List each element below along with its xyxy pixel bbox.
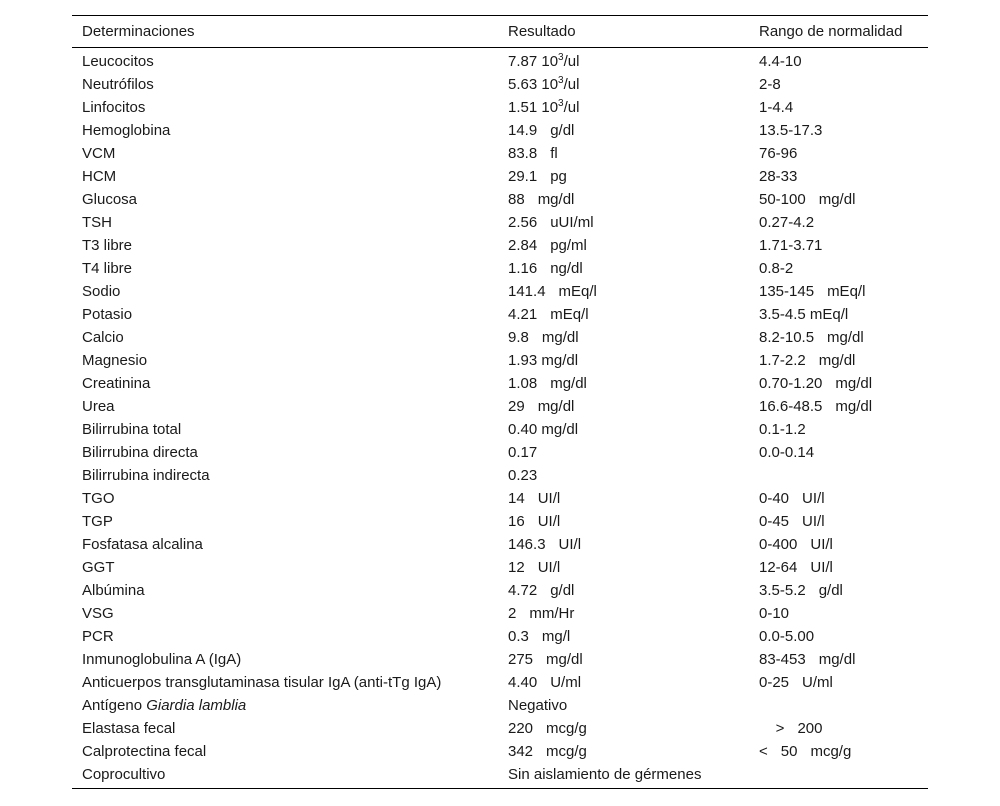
- table-row: [72, 165, 928, 188]
- resultado-value: 2: [508, 605, 517, 622]
- determinacion-cell: [72, 349, 498, 372]
- rango-cell: [749, 533, 928, 556]
- rango-unit: mEq/l: [827, 283, 866, 300]
- rango-cell: [749, 48, 928, 74]
- resultado-unit: g/dl: [550, 122, 575, 139]
- table-body: [72, 48, 928, 789]
- rango-value: 0-400: [759, 536, 798, 553]
- resultado-value: 1.16: [508, 260, 538, 277]
- rango-cell: [749, 763, 928, 789]
- rango-cell: [749, 142, 928, 165]
- rango-cell: [749, 119, 928, 142]
- rango-value: 0.27-4.2: [759, 214, 815, 231]
- table-row: [72, 349, 928, 372]
- resultado-value: 146.3: [508, 536, 546, 553]
- rango-cell: [749, 349, 928, 372]
- rango-value: 1-4.4: [759, 99, 794, 116]
- determinacion-cell: [72, 326, 498, 349]
- determinacion-name: TSH: [82, 214, 112, 231]
- determinacion-name: Fosfatasa alcalina: [82, 536, 203, 553]
- table-row: [72, 48, 928, 74]
- determinacion-name: HCM: [82, 168, 117, 185]
- determinacion-cell: [72, 234, 498, 257]
- resultado-value: 9.8: [508, 329, 529, 346]
- rango-value: 28-33: [759, 168, 798, 185]
- rango-cell: [749, 326, 928, 349]
- rango-cell: [749, 602, 928, 625]
- rango-unit: mg/dl: [827, 329, 864, 346]
- resultado-unit: UI/l: [537, 513, 561, 530]
- determinacion-name: TGO: [82, 490, 115, 507]
- resultado-unit: mEq/l: [550, 306, 589, 323]
- resultado-value: 88: [508, 191, 525, 208]
- determinacion-name: Inmunoglobulina A (IgA): [82, 651, 242, 668]
- resultado-cell: [498, 602, 749, 625]
- rango-prefix: <: [759, 743, 768, 760]
- rango-unit: mg/dl: [835, 375, 873, 392]
- rango-value: 0.1-1.2: [759, 421, 806, 438]
- table-row: [72, 464, 928, 487]
- determinacion-cell: [72, 188, 498, 211]
- resultado-unit: ng/dl: [550, 260, 583, 277]
- resultado-value: 141.4: [508, 283, 546, 300]
- determinacion-cell: [72, 694, 498, 717]
- rango-cell: [749, 188, 928, 211]
- rango-unit: mg/dl: [818, 651, 856, 668]
- determinacion-cell: [72, 142, 498, 165]
- resultado-unit: uUI/ml: [550, 214, 594, 231]
- resultado-unit: mg/dl: [550, 375, 587, 392]
- rango-cell: [749, 717, 928, 740]
- resultado-unit: mg/l: [541, 628, 571, 645]
- resultado-cell: [498, 211, 749, 234]
- resultado-unit: g/dl: [550, 582, 575, 599]
- resultado-cell: [498, 326, 749, 349]
- rango-cell: [749, 441, 928, 464]
- resultado-unit: UI/l: [537, 559, 561, 576]
- resultado-cell: [498, 418, 749, 441]
- rango-unit: mg/dl: [818, 191, 856, 208]
- resultado-cell: [498, 257, 749, 280]
- table-row: [72, 510, 928, 533]
- determinacion-name: Urea: [82, 398, 115, 415]
- rango-value: 50: [780, 743, 798, 760]
- resultado-value: 14: [508, 490, 525, 507]
- determinacion-name: VCM: [82, 145, 116, 162]
- rango-value: 1.7-2.2: [759, 352, 806, 369]
- determinacion-cell: [72, 763, 498, 789]
- table-row: [72, 441, 928, 464]
- determinacion-cell: [72, 717, 498, 740]
- determinacion-name-italic: Giardia lamblia: [146, 697, 247, 714]
- resultado-value: 0.3: [508, 628, 529, 645]
- table-header: [72, 16, 928, 48]
- resultado-cell: [498, 740, 749, 763]
- determinacion-cell: [72, 372, 498, 395]
- rango-value: 0.8-2: [759, 260, 794, 277]
- determinacion-name: Calprotectina fecal: [82, 743, 207, 760]
- resultado-unit: mcg/g: [546, 720, 587, 737]
- determinacion-name: Calcio: [82, 329, 124, 346]
- resultado-cell: [498, 303, 749, 326]
- resultado-exponent: 3: [558, 75, 564, 86]
- determinacion-cell: [72, 96, 498, 119]
- rango-value: 0.70-1.20: [759, 375, 823, 392]
- determinacion-cell: [72, 303, 498, 326]
- resultado-value: 83.8: [508, 145, 538, 162]
- rango-cell: [749, 165, 928, 188]
- determinacion-cell: [72, 257, 498, 280]
- resultado-value: Negativo: [508, 697, 568, 714]
- determinacion-cell: [72, 602, 498, 625]
- rango-unit: g/dl: [818, 582, 843, 599]
- determinacion-name: Linfocitos: [82, 99, 146, 116]
- table-row: [72, 234, 928, 257]
- determinacion-cell: [72, 211, 498, 234]
- rango-cell: [749, 671, 928, 694]
- resultado-unit: UI/l: [558, 536, 582, 553]
- table-row: [72, 579, 928, 602]
- rango-value: 135-145: [759, 283, 815, 300]
- rango-unit: UI/l: [802, 513, 825, 530]
- rango-value: 50-100: [759, 191, 806, 208]
- rango-value: 1.71-3.71: [759, 237, 823, 254]
- resultado-cell: [498, 464, 749, 487]
- resultado-cell: [498, 694, 749, 717]
- resultado-value: 2.84: [508, 237, 538, 254]
- rango-value: 0-25: [759, 674, 790, 691]
- rango-cell: [749, 257, 928, 280]
- rango-cell: [749, 579, 928, 602]
- rango-value: 13.5-17.3: [759, 122, 823, 139]
- resultado-cell: [498, 648, 749, 671]
- resultado-value: 29: [508, 398, 525, 415]
- rango-value: 8.2-10.5: [759, 329, 815, 346]
- rango-cell: [749, 395, 928, 418]
- determinacion-name: Leucocitos: [82, 53, 154, 70]
- determinacion-cell: [72, 418, 498, 441]
- table-row: [72, 303, 928, 326]
- resultado-exponent: 3: [558, 98, 564, 109]
- determinacion-name: Potasio: [82, 306, 133, 323]
- determinacion-cell: [72, 48, 498, 74]
- resultado-cell: [498, 763, 749, 789]
- resultado-unit: mg/dl: [541, 329, 579, 346]
- resultado-cell: [498, 119, 749, 142]
- rango-unit: mg/dl: [818, 352, 856, 369]
- table-row: [72, 96, 928, 119]
- determinacion-name: Anticuerpos transglutaminasa tisular IgA (anti-tTg IgA): [82, 674, 442, 691]
- resultado-cell: [498, 280, 749, 303]
- table-row: [72, 372, 928, 395]
- rango-value: 76-96: [759, 145, 798, 162]
- resultado-cell: [498, 234, 749, 257]
- table-row: [72, 625, 928, 648]
- resultado-value: 220: [508, 720, 534, 737]
- resultado-value: 29.1: [508, 168, 538, 185]
- resultado-value: 1.08: [508, 375, 538, 392]
- determinacion-cell: [72, 625, 498, 648]
- rango-cell: [749, 303, 928, 326]
- rango-value: 0-10: [759, 605, 790, 622]
- table-row: [72, 533, 928, 556]
- determinacion-cell: [72, 740, 498, 763]
- table-row: [72, 556, 928, 579]
- resultado-cell: [498, 165, 749, 188]
- resultado-value: 0.40 mg/dl: [508, 421, 579, 438]
- resultado-unit: pg/ml: [550, 237, 587, 254]
- determinacion-name: GGT: [82, 559, 115, 576]
- resultado-unit: mcg/g: [546, 743, 587, 760]
- rango-unit: mg/dl: [835, 398, 873, 415]
- rango-cell: [749, 73, 928, 96]
- resultado-value: Sin aislamiento de gérmenes: [508, 766, 702, 783]
- rango-value: 0-40: [759, 490, 790, 507]
- determinacion-name: Elastasa fecal: [82, 720, 176, 737]
- determinacion-name: Neutrófilos: [82, 76, 154, 93]
- table-row: [72, 280, 928, 303]
- resultado-value: 0.23: [508, 467, 538, 484]
- rango-value: 4.4-10: [759, 53, 802, 70]
- resultado-value: 16: [508, 513, 525, 530]
- resultado-cell: [498, 441, 749, 464]
- table-row: [72, 602, 928, 625]
- resultado-cell: [498, 395, 749, 418]
- rango-cell: [749, 96, 928, 119]
- rango-cell: [749, 234, 928, 257]
- rango-unit: UI/l: [802, 490, 825, 507]
- table-row: [72, 257, 928, 280]
- table-row: [72, 694, 928, 717]
- determinacion-cell: [72, 671, 498, 694]
- resultado-value: 2.56: [508, 214, 538, 231]
- determinacion-cell: [72, 579, 498, 602]
- table-row: [72, 119, 928, 142]
- rango-cell: [749, 694, 928, 717]
- determinacion-name: Glucosa: [82, 191, 138, 208]
- header-resultado: Resultado: [508, 23, 576, 40]
- rango-value: 0-45: [759, 513, 790, 530]
- resultado-cell: [498, 556, 749, 579]
- resultado-unit: /ul: [563, 53, 580, 70]
- rango-cell: [749, 648, 928, 671]
- resultado-unit: UI/l: [537, 490, 561, 507]
- header-determinaciones: Determinaciones: [82, 23, 195, 40]
- resultado-unit: mEq/l: [558, 283, 597, 300]
- resultado-cell: [498, 579, 749, 602]
- determinacion-name: Bilirrubina total: [82, 421, 182, 438]
- determinacion-cell: [72, 441, 498, 464]
- rango-value: 200: [797, 720, 823, 737]
- determinacion-cell: [72, 648, 498, 671]
- resultado-unit: /ul: [563, 76, 580, 93]
- rango-value: 3.5-4.5 mEq/l: [759, 306, 849, 323]
- rango-value: 83-453: [759, 651, 806, 668]
- rango-value: 2-8: [759, 76, 781, 93]
- determinacion-cell: [72, 395, 498, 418]
- rango-cell: [749, 740, 928, 763]
- header-row: [72, 16, 928, 48]
- rango-prefix: >: [759, 720, 785, 737]
- determinacion-cell: [72, 464, 498, 487]
- determinacion-name: PCR: [82, 628, 114, 645]
- determinacion-name: Antígeno: [82, 697, 147, 714]
- rango-cell: [749, 372, 928, 395]
- rango-cell: [749, 211, 928, 234]
- determinacion-name: Creatinina: [82, 375, 151, 392]
- header-rango: Rango de normalidad: [759, 23, 903, 40]
- resultado-value: 1.51 10: [508, 99, 559, 116]
- table-row: [72, 763, 928, 789]
- rango-value: 16.6-48.5: [759, 398, 823, 415]
- rango-cell: [749, 464, 928, 487]
- resultado-value: 0.17: [508, 444, 538, 461]
- determinacion-cell: [72, 487, 498, 510]
- determinacion-name: Sodio: [82, 283, 121, 300]
- table-row: [72, 326, 928, 349]
- resultado-unit: mg/dl: [537, 191, 575, 208]
- determinacion-cell: [72, 510, 498, 533]
- determinacion-cell: [72, 280, 498, 303]
- resultado-value: 7.87 10: [508, 53, 559, 70]
- table-row: [72, 418, 928, 441]
- rango-value: 0.0-0.14: [759, 444, 815, 461]
- resultado-cell: [498, 73, 749, 96]
- resultado-unit: fl: [550, 145, 558, 162]
- determinacion-cell: [72, 556, 498, 579]
- determinacion-name: Bilirrubina directa: [82, 444, 198, 461]
- resultado-cell: [498, 48, 749, 74]
- determinacion-name: T4 libre: [82, 260, 133, 277]
- determinacion-cell: [72, 165, 498, 188]
- rango-cell: [749, 487, 928, 510]
- table-row: [72, 188, 928, 211]
- resultado-cell: [498, 671, 749, 694]
- resultado-value: 4.72: [508, 582, 538, 599]
- resultado-unit: mg/dl: [546, 651, 583, 668]
- resultado-unit: mm/Hr: [529, 605, 575, 622]
- determinacion-name: T3 libre: [82, 237, 133, 254]
- rango-value: 0.0-5.00: [759, 628, 815, 645]
- rango-unit: UI/l: [810, 559, 833, 576]
- resultado-unit: mg/dl: [537, 398, 575, 415]
- resultado-value: 14.9: [508, 122, 538, 139]
- resultado-value: 12: [508, 559, 525, 576]
- table-row: [72, 395, 928, 418]
- rango-cell: [749, 280, 928, 303]
- resultado-value: 5.63 10: [508, 76, 559, 93]
- resultado-cell: [498, 510, 749, 533]
- resultado-value: 342: [508, 743, 534, 760]
- lab-results-table: [72, 15, 928, 789]
- table-row: [72, 740, 928, 763]
- rango-cell: [749, 556, 928, 579]
- determinacion-name: Albúmina: [82, 582, 145, 599]
- determinacion-cell: [72, 533, 498, 556]
- rango-value: 3.5-5.2: [759, 582, 806, 599]
- resultado-cell: [498, 188, 749, 211]
- resultado-cell: [498, 349, 749, 372]
- resultado-value: 1.93 mg/dl: [508, 352, 579, 369]
- determinacion-name: Bilirrubina indirecta: [82, 467, 210, 484]
- determinacion-name: Hemoglobina: [82, 122, 171, 139]
- table-row: [72, 142, 928, 165]
- rango-value: 12-64: [759, 559, 798, 576]
- determinacion-name: VSG: [82, 605, 114, 622]
- determinacion-cell: [72, 73, 498, 96]
- resultado-cell: [498, 717, 749, 740]
- rango-unit: U/ml: [802, 674, 833, 691]
- resultado-unit: pg: [550, 168, 567, 185]
- table-row: [72, 487, 928, 510]
- resultado-unit: /ul: [563, 99, 580, 116]
- resultado-cell: [498, 96, 749, 119]
- table-row: [72, 73, 928, 96]
- rango-unit: UI/l: [810, 536, 833, 553]
- determinacion-cell: [72, 119, 498, 142]
- determinacion-name: Coprocultivo: [82, 766, 166, 783]
- resultado-exponent: 3: [558, 52, 564, 63]
- resultado-value: 4.21: [508, 306, 538, 323]
- rango-cell: [749, 625, 928, 648]
- table-row: [72, 717, 928, 740]
- determinacion-name: TGP: [82, 513, 113, 530]
- resultado-unit: U/ml: [550, 674, 582, 691]
- resultado-cell: [498, 533, 749, 556]
- resultado-value: 275: [508, 651, 534, 668]
- rango-cell: [749, 418, 928, 441]
- resultado-cell: [498, 487, 749, 510]
- resultado-cell: [498, 625, 749, 648]
- table-row: [72, 671, 928, 694]
- table-row: [72, 648, 928, 671]
- resultado-cell: [498, 142, 749, 165]
- resultado-cell: [498, 372, 749, 395]
- table-row: [72, 211, 928, 234]
- resultado-value: 4.40: [508, 674, 538, 691]
- rango-unit: mcg/g: [810, 743, 852, 760]
- rango-cell: [749, 510, 928, 533]
- determinacion-name: Magnesio: [82, 352, 148, 369]
